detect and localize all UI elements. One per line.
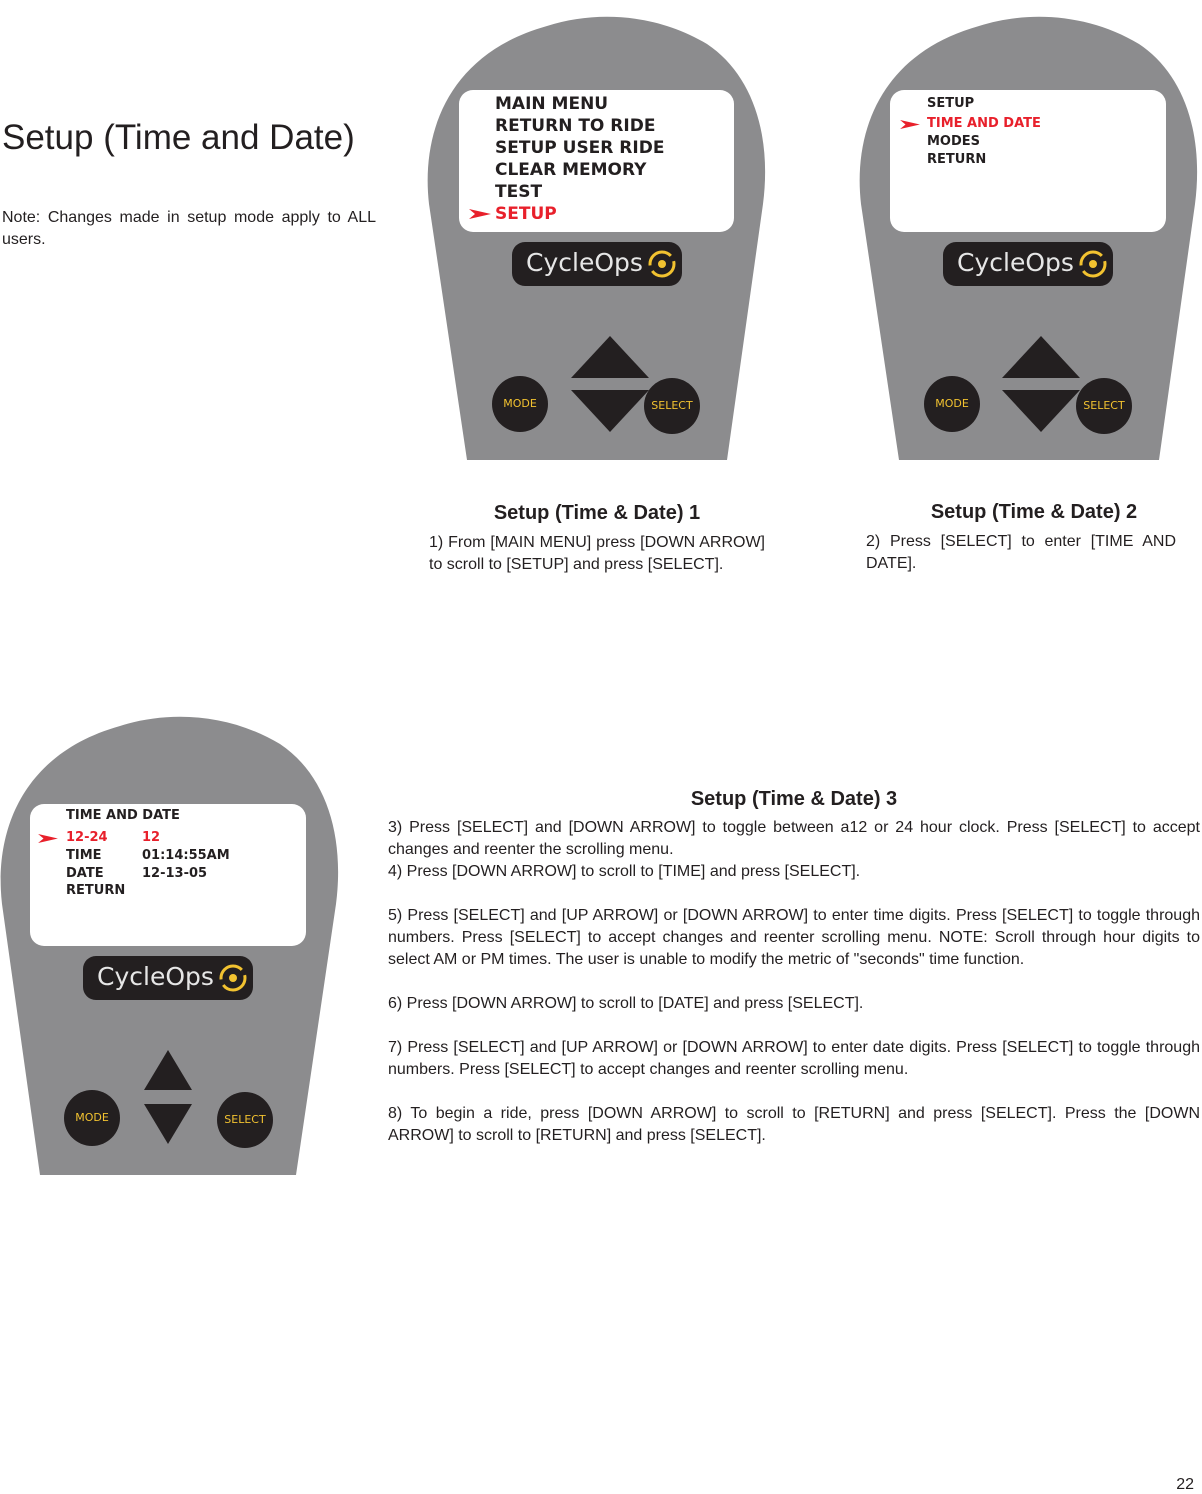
row-return-label[interactable]: RETURN [66, 883, 126, 898]
down-arrow-icon[interactable] [144, 1104, 192, 1144]
mode-button[interactable]: MODE [492, 376, 548, 432]
menu-item-test[interactable]: TEST [495, 182, 543, 202]
select-button[interactable]: SELECT [644, 378, 700, 434]
setup-note: Note: Changes made in setup mode apply to ALL users. [2, 209, 376, 248]
row-time-value: 01:14:55AM [142, 848, 230, 863]
device-screen [890, 90, 1166, 232]
step2-text: 2) Press [SELECT] to enter [TIME AND DATE]. [866, 533, 1176, 572]
step3-paragraph: 4) Press [DOWN ARROW] to scroll to [TIME] and press [SELECT]. [388, 863, 861, 880]
cycleops-logo-icon [1079, 250, 1107, 278]
step3-instructions [388, 817, 1200, 1147]
menu-item-setup[interactable]: SETUP [495, 204, 557, 224]
down-arrow-icon[interactable] [1002, 390, 1080, 432]
row-12-24-value: 12 [142, 830, 161, 845]
brand-name: CycleOps [97, 962, 214, 991]
mode-button[interactable]: MODE [64, 1090, 120, 1146]
selection-arrow-icon [36, 834, 60, 843]
device-screen [459, 90, 734, 232]
device-screen [30, 804, 306, 946]
row-time-label[interactable]: TIME [66, 848, 102, 863]
up-arrow-icon[interactable] [144, 1050, 192, 1090]
device-setup-menu [859, 14, 1199, 460]
menu-item-return[interactable]: RETURN [927, 152, 987, 167]
menu-item-time-and-date[interactable]: TIME AND DATE [927, 116, 1041, 131]
cycleops-logo [943, 242, 1113, 286]
row-12-24-label[interactable]: 12-24 [66, 830, 108, 845]
selection-arrow-icon [900, 120, 920, 129]
brand-name: CycleOps [526, 248, 643, 277]
menu-item-return-to-ride[interactable]: RETURN TO RIDE [495, 116, 656, 136]
up-arrow-icon[interactable] [1002, 336, 1080, 378]
step3-paragraph: 3) Press [SELECT] and [DOWN ARROW] to toggle between a12 or 24 hour clock. Press [SELECT] to accept changes and reenter the scrolling menu. [388, 819, 1200, 858]
brand-name: CycleOps [957, 248, 1074, 277]
menu-item-setup-user-ride[interactable]: SETUP USER RIDE [495, 138, 665, 158]
page-number: 22 [1176, 1476, 1194, 1493]
step1-text: 1) From [MAIN MENU] press [DOWN ARROW] to scroll to [SETUP] and press [SELECT]. [429, 534, 765, 573]
menu-item-clear-memory[interactable]: CLEAR MEMORY [495, 160, 647, 180]
menu-title-time-and-date: TIME AND DATE [66, 808, 180, 823]
step3-paragraph: 6) Press [DOWN ARROW] to scroll to [DATE] and press [SELECT]. [388, 995, 864, 1012]
cycleops-logo-icon [648, 250, 676, 278]
cycleops-logo [512, 242, 682, 286]
step3-title: Setup (Time & Date) 3 [690, 788, 898, 810]
step3-paragraph: 5) Press [SELECT] and [UP ARROW] or [DOWN ARROW] to enter time digits. Press [SELECT] to toggle through numbers. Press [SELECT] to accept changes and reenter scrolling menu. NOTE: Scroll through hour digits to select AM or PM times. The user is unable to modify the metric of "seconds" time function. [388, 907, 1200, 968]
step1-title: Setup (Time & Date) 1 [493, 502, 701, 524]
step3-paragraph: 8) To begin a ride, press [DOWN ARROW] to scroll to [RETURN] and press [SELECT]. Press the [DOWN ARROW] to scroll to [RETURN] and press [SELECT]. [388, 1105, 1200, 1144]
row-date-value: 12-13-05 [142, 866, 208, 881]
mode-button[interactable]: MODE [924, 376, 980, 432]
down-arrow-icon[interactable] [571, 390, 649, 432]
select-button[interactable]: SELECT [1076, 378, 1132, 434]
menu-item-main-menu: MAIN MENU [495, 94, 609, 114]
device-main-menu [427, 14, 767, 460]
page-title: Setup (Time and Date) [2, 118, 355, 157]
device-time-and-date [0, 714, 340, 1175]
up-arrow-icon[interactable] [571, 336, 649, 378]
menu-title-setup: SETUP [927, 96, 975, 111]
step2-title: Setup (Time & Date) 2 [930, 501, 1138, 523]
selection-arrow-icon [469, 209, 491, 219]
cycleops-logo-icon [219, 964, 247, 992]
row-date-label[interactable]: DATE [66, 866, 104, 881]
menu-item-modes[interactable]: MODES [927, 134, 981, 149]
select-button[interactable]: SELECT [217, 1092, 273, 1148]
cycleops-logo [83, 956, 253, 1000]
step3-paragraph: 7) Press [SELECT] and [UP ARROW] or [DOWN ARROW] to enter date digits. Press [SELECT] to toggle through numbers. Press [SELECT] to accept changes and reenter scrolling menu. [388, 1039, 1200, 1078]
